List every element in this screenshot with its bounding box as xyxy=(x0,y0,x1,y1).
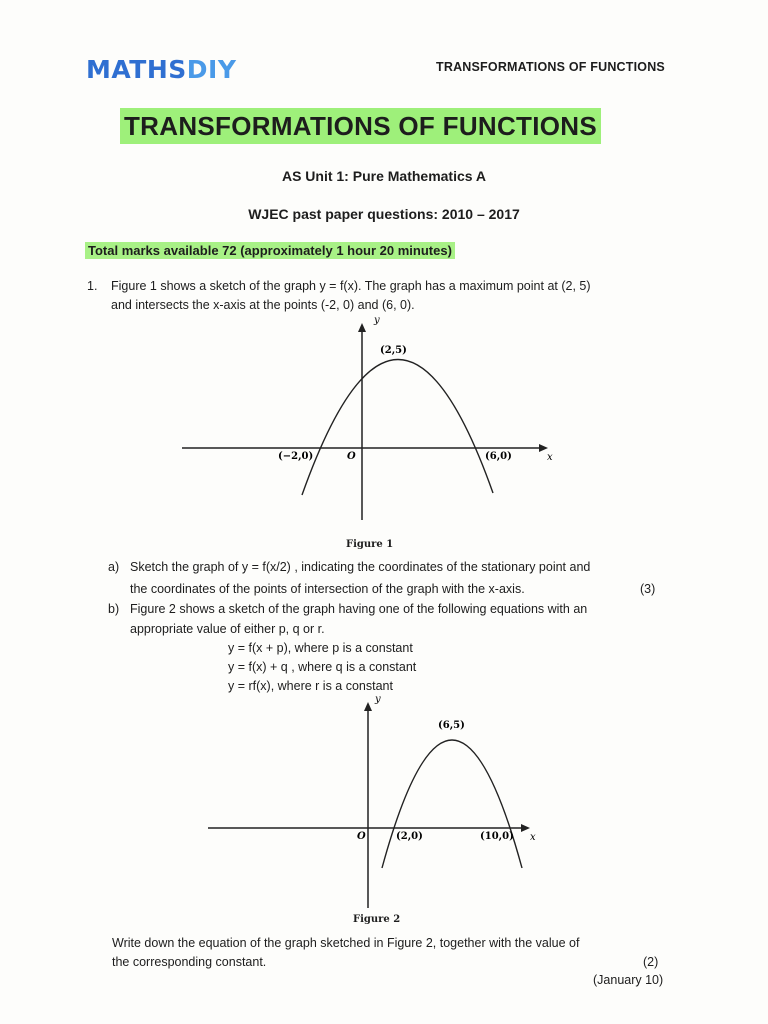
fig2-y-label: y xyxy=(375,694,381,705)
header-title: TRANSFORMATIONS OF FUNCTIONS xyxy=(436,60,665,74)
fig2-y-arrow xyxy=(364,702,372,711)
fig1-left-intercept: (−2,0) xyxy=(278,451,314,462)
part-a-label: a) xyxy=(108,560,120,574)
page-title: TRANSFORMATIONS OF FUNCTIONS xyxy=(120,108,601,144)
fig1-right-intercept: (6,0) xyxy=(485,451,512,462)
equation-option-1: y = f(x + p), where p is a constant xyxy=(228,641,413,655)
fig1-y-arrow xyxy=(358,323,366,332)
question-source: (January 10) xyxy=(593,973,664,987)
fig2-max-label: (6,5) xyxy=(438,720,465,731)
fig1-x-arrow xyxy=(539,444,548,452)
figure-2-graph xyxy=(200,692,550,912)
write-down-line2: the corresponding constant. xyxy=(112,955,267,969)
logo-part-diy: DIY xyxy=(186,55,237,84)
question-text-line1: Figure 1 shows a sketch of the graph y = f(x). The graph has a maximum point at (2, 5) xyxy=(111,279,591,293)
fig1-y-label: y xyxy=(374,315,380,326)
fig2-origin: O xyxy=(357,831,366,842)
part-b-label: b) xyxy=(108,602,120,616)
fig2-left-intercept: (2,0) xyxy=(396,831,423,842)
fig2-x-label: x xyxy=(530,832,536,843)
question-number: 1. xyxy=(87,279,98,293)
equation-option-3: y = rf(x), where r is a constant xyxy=(228,679,393,693)
mathsdiy-logo xyxy=(86,55,236,84)
part-b-line1: Figure 2 shows a sketch of the graph having one of the following equations with an xyxy=(130,602,588,616)
part-a-line2: the coordinates of the points of intersection of the graph with the x-axis. xyxy=(130,582,525,596)
fig2-right-intercept: (10,0) xyxy=(480,831,514,842)
figure-2-caption: Figure 2 xyxy=(353,914,401,925)
figure-1-graph xyxy=(170,315,570,530)
logo-part-ma: MA xyxy=(86,55,130,84)
question-text-line2: and intersects the x-axis at the points (-2, 0) and (6, 0). xyxy=(111,298,415,312)
part-b-line2: appropriate value of either p, q or r. xyxy=(130,622,325,636)
unit-subtitle: AS Unit 1: Pure Mathematics A xyxy=(281,168,487,184)
write-down-line1: Write down the equation of the graph sketched in Figure 2, together with the value of xyxy=(112,936,580,950)
papers-subtitle: WJEC past paper questions: 2010 – 2017 xyxy=(248,206,520,222)
total-marks: Total marks available 72 (approximately 1 hour 20 minutes) xyxy=(85,242,455,259)
equation-option-2: y = f(x) + q , where q is a constant xyxy=(228,660,417,674)
fig2-x-arrow xyxy=(521,824,530,832)
fig1-x-label: x xyxy=(547,452,553,463)
part-a-marks: (3) xyxy=(640,582,656,596)
logo-part-ths: THS xyxy=(129,55,187,84)
fig1-parabola xyxy=(302,359,493,495)
fig2-parabola xyxy=(382,740,522,868)
fig1-max-label: (2,5) xyxy=(380,345,407,356)
figure-1-caption: Figure 1 xyxy=(346,539,394,550)
write-down-marks: (2) xyxy=(643,955,659,969)
part-a-line1: Sketch the graph of y = f(x/2) , indicating the coordinates of the stationary point and xyxy=(130,560,591,574)
fig1-origin: O xyxy=(347,451,356,462)
